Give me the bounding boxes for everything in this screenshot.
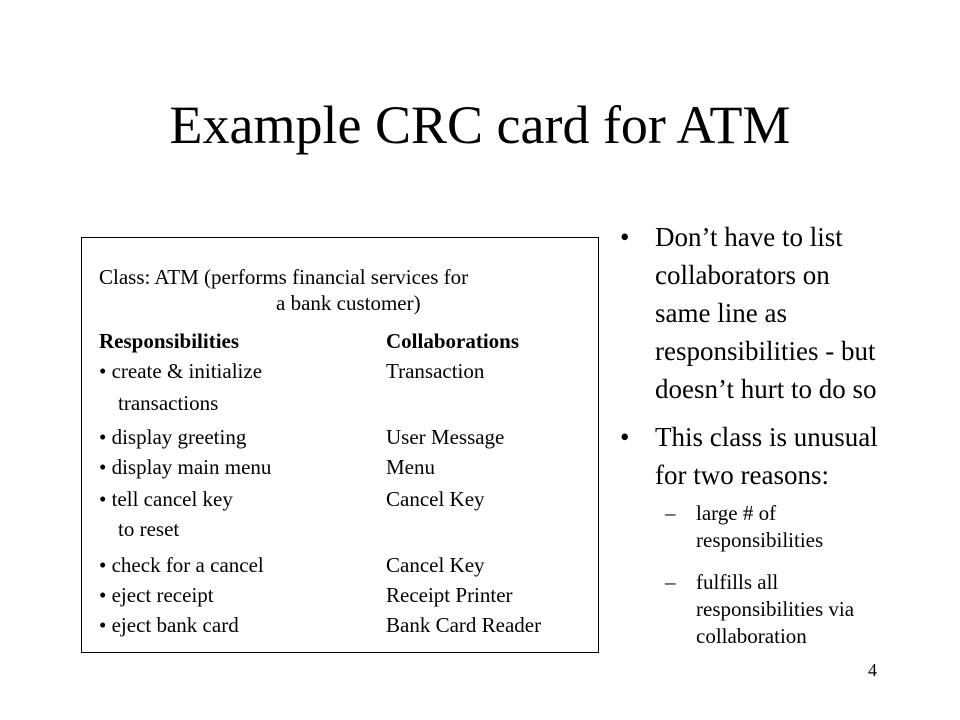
responsibility-item: • create & initialize — [99, 359, 263, 383]
note-line: This class is unusual — [655, 422, 878, 452]
collaborator-item: Cancel Key — [386, 553, 485, 577]
responsibility-item-continued: to reset — [118, 517, 180, 541]
collaborator-item: User Message — [386, 425, 505, 449]
card-class-line: Class: ATM (performs financial services for — [99, 265, 469, 289]
collaborator-item: Receipt Printer — [386, 583, 513, 607]
note-line: same line as — [655, 298, 787, 328]
note-line: collaborators on — [655, 260, 830, 290]
responsibility-item-continued: transactions — [118, 391, 219, 415]
bullet-icon: • — [620, 422, 630, 452]
responsibilities-header: Responsibilities — [99, 329, 240, 353]
note-sub-text — [696, 569, 854, 650]
responsibility-item: • eject bank card — [99, 613, 239, 637]
collaborator-item: Transaction — [386, 359, 485, 383]
crc-card — [81, 237, 599, 653]
note-line: for two reasons: — [655, 460, 829, 490]
note-sub-line: responsibilities via — [696, 597, 855, 621]
collaborator-item: Menu — [386, 455, 435, 479]
slide-title: Example CRC card for ATM — [169, 95, 791, 155]
note-line: Don’t have to list — [655, 222, 843, 252]
responsibility-item: • display greeting — [99, 425, 247, 449]
note-sub-line: large # of — [696, 501, 777, 525]
collaborations-header: Collaborations — [386, 329, 520, 353]
card-class-line-continued: a bank customer) — [276, 291, 421, 315]
dash-icon: – — [665, 501, 676, 525]
page-number: 4 — [868, 660, 877, 680]
responsibility-item: • tell cancel key — [99, 487, 233, 511]
responsibility-item: • check for a cancel — [99, 553, 264, 577]
responsibility-item: • eject receipt — [99, 583, 214, 607]
note-text — [655, 418, 940, 494]
note-sub-text — [696, 500, 823, 554]
dash-icon: – — [665, 570, 676, 594]
note-sub-line: collaboration — [696, 624, 807, 648]
collaborator-item: Bank Card Reader — [386, 613, 542, 637]
responsibility-item: • display main menu — [99, 455, 272, 479]
note-sub-line: responsibilities — [696, 528, 824, 552]
note-sub-line: fulfills all — [696, 570, 779, 594]
note-line: responsibilities - but — [655, 336, 876, 366]
bullet-icon: • — [620, 222, 630, 252]
note-line: doesn’t hurt to do so — [655, 374, 877, 404]
collaborator-item: Cancel Key — [386, 487, 485, 511]
note-text — [655, 218, 940, 408]
